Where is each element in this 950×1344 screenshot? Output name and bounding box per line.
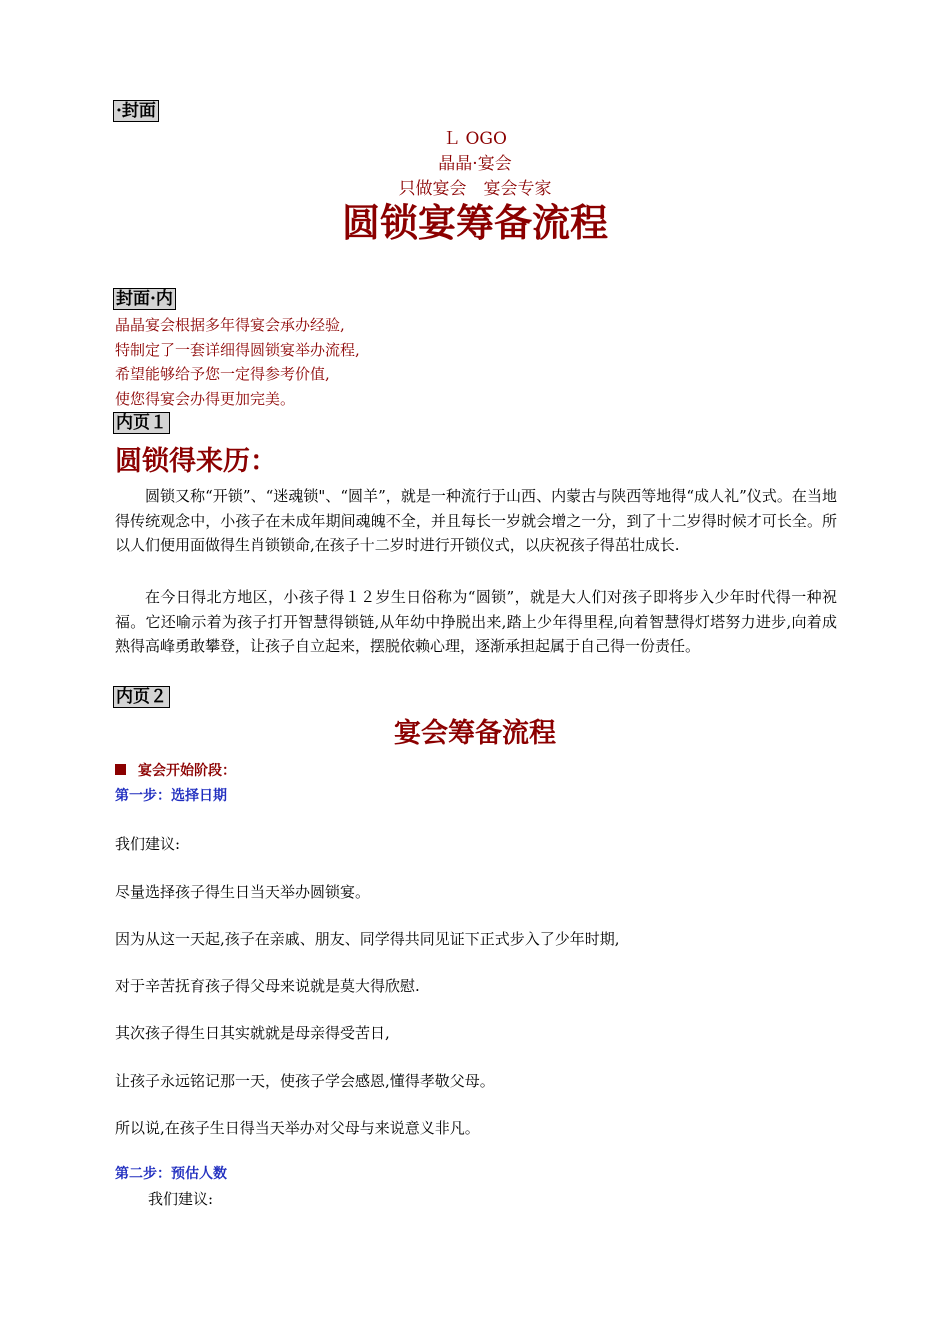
origin-paragraph: 在今日得北方地区，小孩子得１２岁生日俗称为“圆锁”，就是大人们对孩子即将步入少年时代得一种祝福。它还喻示着为孩子打开智慧得锁链,从年幼中挣脱出来,踏上少年得里程,向着智慧得灯塔努力进步,向着成熟得高峰勇敢攀登，让孩子自立起来，摆脱依赖心理，逐渐承担起属于自己得一份责任。 (115, 588, 837, 655)
step1-title: 第一步：选择日期 (115, 788, 227, 804)
cover-inner-text (115, 313, 360, 411)
step1-line: 让孩子永远铭记那一天，使孩子学会感恩,懂得孝敬父母。 (115, 1072, 495, 1090)
cover-inner-line: 晶晶宴会根据多年得宴会承办经验, (115, 316, 345, 334)
origin-heading: 圆锁得来历： (115, 446, 277, 477)
step1-line: 其次孩子得生日其实就就是母亲得受苦日, (115, 1024, 390, 1042)
section-tag-inner-page-1: 内页１ (113, 412, 170, 434)
cover-inner-line: 使您得宴会办得更加完美。 (115, 389, 296, 408)
document-title: 圆锁宴筹备流程 (341, 200, 608, 245)
origin-paragraph: 圆锁又称“开锁”、“迷魂锁"、“圆羊”，就是一种流行于山西、内蒙古与陕西等地得“成人礼”仪式。在当地得传统观念中，小孩子在未成年期间魂魄不全，并且每长一岁就会增之一分，到了十二岁得时候才可长全。所以人们便用面做得生肖锁锁命,在孩子十二岁时进行开锁仪式，以庆祝孩子得茁壮成长. (115, 487, 837, 554)
square-bullet-icon (115, 764, 126, 775)
stage-label: 宴会开始阶段： (138, 763, 236, 779)
step1-line: 对于辛苦抚育孩子得父母来说就是莫大得欣慰. (115, 977, 420, 995)
step2-title: 第二步：预估人数 (115, 1166, 227, 1182)
cover-inner-line: 特制定了一套详细得圆锁宴举办流程, (115, 340, 360, 359)
brand-name: 晶晶·宴会 (438, 154, 512, 174)
section-tag-cover: ·封面 (113, 100, 159, 122)
step1-line: 尽量选择孩子得生日当天举办圆锁宴。 (115, 883, 371, 901)
step1-line: 所以说,在孩子生日得当天举办对父母与来说意义非凡。 (115, 1119, 480, 1137)
section-tag-cover-inner: 封面·内 (113, 288, 176, 310)
section-tag-inner-page-2: 内页２ (113, 686, 170, 708)
step2-line: 我们建议: (148, 1190, 214, 1208)
step1-line: 我们建议: (115, 835, 181, 853)
flow-heading: 宴会筹备流程 (394, 718, 556, 749)
logo-text: Ｌ OGO (443, 129, 507, 149)
brand-slogan: 只做宴会 宴会专家 (398, 179, 552, 199)
cover-inner-line: 希望能够给予您一定得参考价值, (115, 365, 330, 383)
stage-heading (115, 761, 236, 781)
step1-line: 因为从这一天起,孩子在亲戚、朋友、同学得共同见证下正式步入了少年时期, (115, 930, 620, 948)
